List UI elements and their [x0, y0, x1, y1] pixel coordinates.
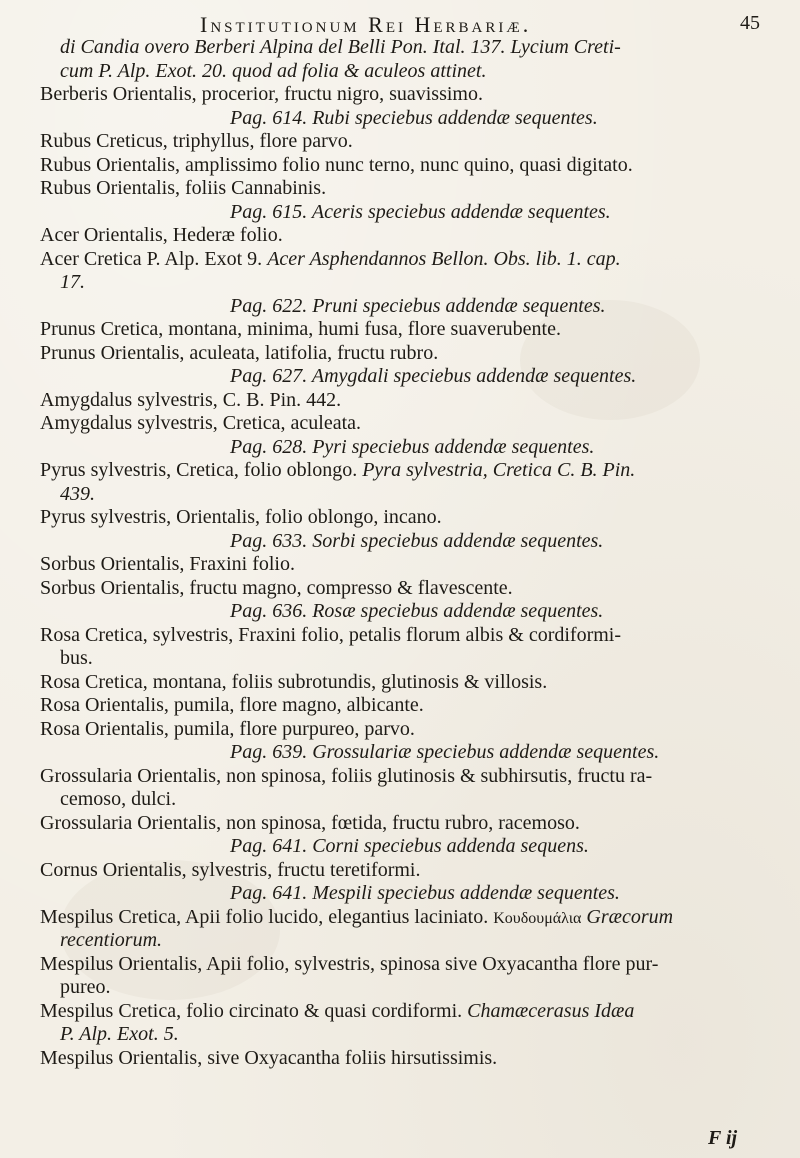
- italic-text: Pag. 639. Grossulariæ speciebus addendæ sequentes.: [230, 741, 660, 763]
- roman-text: Pyrus sylvestris, Orientalis, folio oblongo, incano.: [40, 506, 442, 528]
- species-entry: [40, 459, 768, 483]
- species-entry: [40, 154, 768, 178]
- roman-text: Rubus Orientalis, amplissimo folio nunc terno, nunc quino, quasi digitato.: [40, 153, 633, 176]
- continuation-line: [40, 271, 768, 295]
- continuation-line: [40, 1023, 768, 1047]
- page-number: 45: [740, 12, 760, 34]
- section-heading: [40, 882, 768, 906]
- running-title: Institutionum Rei Herbariæ.: [200, 12, 532, 37]
- section-heading: [40, 436, 768, 460]
- species-entry: [40, 342, 768, 366]
- roman-text: Amygdalus sylvestris, C. B. Pin. 442.: [40, 388, 342, 411]
- section-heading: [40, 365, 768, 389]
- continuation-line: [40, 60, 768, 84]
- roman-text: Mespilus Orientalis, sive Oxyacantha foliis hirsutissimis.: [40, 1046, 498, 1069]
- species-entry: [40, 859, 768, 883]
- italic-text: Pag. 622. Pruni speciebus addendæ sequentes.: [230, 294, 606, 317]
- species-entry: [40, 1000, 768, 1024]
- roman-text: Sorbus Orientalis, Fraxini folio.: [40, 553, 295, 575]
- species-entry: [40, 953, 768, 977]
- roman-text: Rosa Cretica, montana, foliis subrotundis, glutinosis & villosis.: [40, 670, 548, 693]
- roman-text: Sorbus Orientalis, fructu magno, compresso & flavescente.: [40, 576, 513, 599]
- italic-text: Pag. 615. Aceris speciebus addendæ sequentes.: [230, 200, 611, 223]
- italic-text: P. Alp. Exot. 5.: [60, 1023, 179, 1045]
- italic-text: Pag. 633. Sorbi speciebus addendæ sequentes.: [230, 529, 604, 552]
- species-entry: [40, 553, 768, 577]
- italic-text: cum P. Alp. Exot. 20. quod ad folia & aculeos attinet.: [60, 59, 487, 82]
- roman-text: Cornus Orientalis, sylvestris, fructu teretiformi.: [40, 858, 421, 881]
- species-entry: [40, 224, 768, 248]
- italic-text: Pag. 614. Rubi speciebus addendæ sequentes.: [230, 106, 598, 129]
- section-heading: [40, 107, 768, 131]
- roman-text: Rosa Cretica, sylvestris, Fraxini folio, petalis florum albis & cordiformi-: [40, 623, 622, 646]
- printer-signature: F ij: [708, 1127, 738, 1149]
- italic-text: Pag. 636. Rosæ speciebus addendæ sequentes.: [230, 600, 604, 622]
- roman-text: Amygdalus sylvestris, Cretica, aculeata.: [40, 412, 362, 434]
- section-heading: [40, 201, 768, 225]
- species-entry: [40, 812, 768, 836]
- species-entry: [40, 906, 768, 930]
- section-heading: [40, 530, 768, 554]
- continuation-line: [40, 483, 768, 507]
- roman-text: Κουδουμάλια: [493, 909, 582, 927]
- roman-text: Rubus Orientalis, foliis Cannabinis.: [40, 177, 327, 199]
- species-entry: [40, 718, 768, 742]
- italic-text: Pag. 628. Pyri speciebus addendæ sequentes.: [230, 435, 595, 458]
- roman-text: Berberis Orientalis, procerior, fructu nigro, suavissimo.: [40, 83, 483, 105]
- body-text: [40, 36, 768, 1070]
- italic-text: Pag. 627. Amygdali speciebus addendæ sequentes.: [230, 365, 637, 387]
- section-heading: [40, 295, 768, 319]
- roman-text: Grossularia Orientalis, non spinosa, foliis glutinosis & subhirsutis, fructu ra-: [40, 764, 653, 787]
- roman-text: Prunus Orientalis, aculeata, latifolia, fructu rubro.: [40, 341, 439, 364]
- italic-text: di Candia overo Berberi Alpina del Belli Pon. Ital. 137. Lycium Creti-: [60, 36, 621, 58]
- italic-text: Pyra sylvestria, Cretica C. B. Pin.: [362, 459, 636, 481]
- italic-text: Chamæcerasus Idæa: [467, 999, 635, 1022]
- continuation-line: [40, 36, 768, 60]
- roman-text: Mespilus Orientalis, Apii folio, sylvestris, spinosa sive Oxyacantha flore pur-: [40, 952, 659, 975]
- italic-text: Pag. 641. Mespili speciebus addendæ sequentes.: [230, 882, 620, 904]
- species-entry: [40, 412, 768, 436]
- roman-text: Prunus Cretica, montana, minima, humi fusa, flore suaverubente.: [40, 318, 561, 340]
- italic-text: recentiorum.: [60, 929, 163, 951]
- roman-text: pureo.: [60, 976, 111, 998]
- section-heading: [40, 741, 768, 765]
- species-entry: [40, 624, 768, 648]
- roman-text: Grossularia Orientalis, non spinosa, fœtida, fructu rubro, racemoso.: [40, 811, 580, 834]
- continuation-line: [40, 647, 768, 671]
- roman-text: Acer Cretica P. Alp. Exot 9.: [40, 247, 268, 270]
- species-entry: [40, 177, 768, 201]
- species-entry: [40, 577, 768, 601]
- species-entry: [40, 130, 768, 154]
- italic-text: 439.: [60, 482, 95, 505]
- italic-text: 17.: [60, 271, 85, 293]
- section-heading: [40, 600, 768, 624]
- roman-text: cemoso, dulci.: [60, 788, 177, 810]
- species-entry: [40, 506, 768, 530]
- italic-text: Pag. 641. Corni speciebus addenda sequens.: [230, 835, 589, 857]
- continuation-line: [40, 788, 768, 812]
- species-entry: [40, 318, 768, 342]
- continuation-line: [40, 929, 768, 953]
- italic-text: Acer Asphendannos Bellon. Obs. lib. 1. cap.: [267, 247, 621, 270]
- roman-text: Rubus Creticus, triphyllus, flore parvo.: [40, 130, 353, 152]
- roman-text: Mespilus Cretica, Apii folio lucido, elegantius laciniato.: [40, 905, 494, 928]
- species-entry: [40, 765, 768, 789]
- species-entry: [40, 248, 768, 272]
- roman-text: Acer Orientalis, Hederæ folio.: [40, 224, 283, 246]
- species-entry: [40, 694, 768, 718]
- roman-text: Rosa Orientalis, pumila, flore purpureo, parvo.: [40, 717, 415, 740]
- section-heading: [40, 835, 768, 859]
- italic-text: Græcorum: [581, 905, 674, 928]
- continuation-line: [40, 976, 768, 1000]
- roman-text: Pyrus sylvestris, Cretica, folio oblongo.: [40, 459, 363, 481]
- roman-text: Mespilus Cretica, folio circinato & quasi cordiformi.: [40, 999, 468, 1022]
- species-entry: [40, 83, 768, 107]
- species-entry: [40, 1047, 768, 1071]
- roman-text: Rosa Orientalis, pumila, flore magno, albicante.: [40, 694, 424, 716]
- species-entry: [40, 389, 768, 413]
- roman-text: bus.: [60, 647, 93, 669]
- species-entry: [40, 671, 768, 695]
